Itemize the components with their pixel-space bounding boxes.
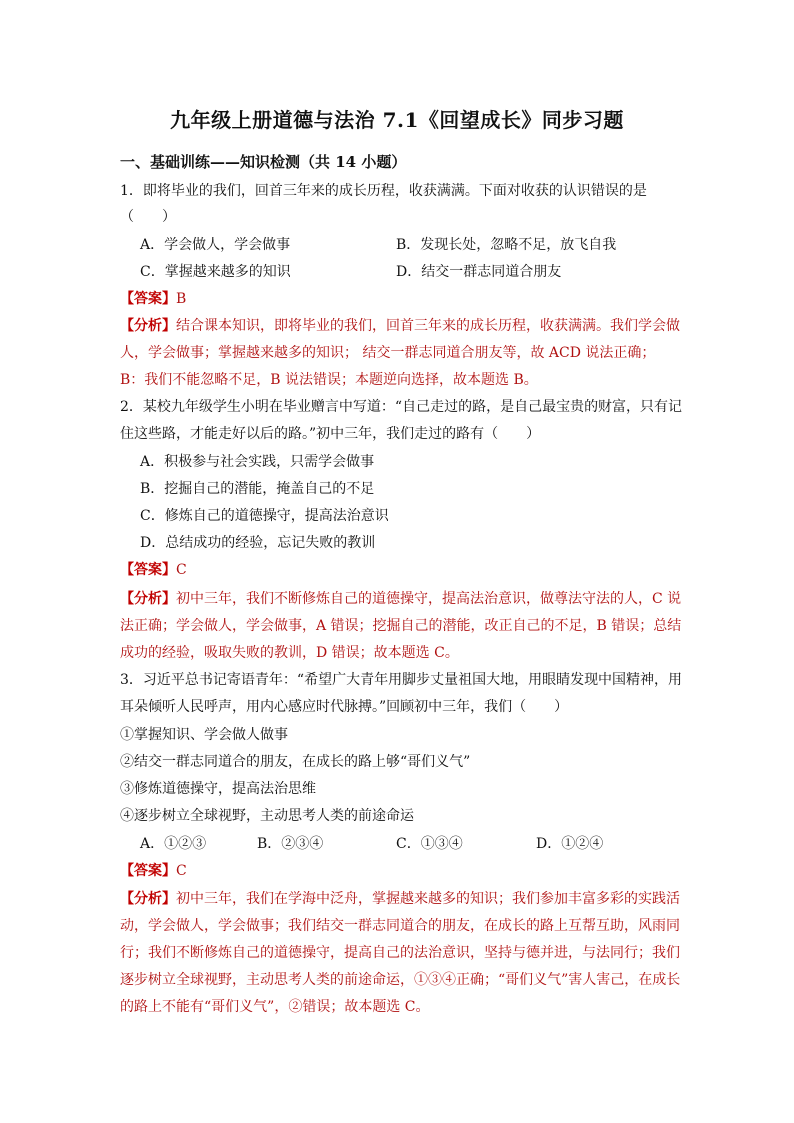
q3-stem-line1: 3．习近平总书记寄语青年：“希望广大青年用脚步丈量祖国大地，用眼睛发现中国精神，用 xyxy=(120,672,683,688)
q3-analysis-line4: 逐步树立全球视野，主动思考人类的前途命运，①③④正确；“哥们义气”害人害己，在成长 xyxy=(120,972,681,988)
q3-analysis-line2: 动，学会做人，学会做事；我们结交一群志同道合的朋友，在成长的路上互帮互助，风雨同 xyxy=(120,918,680,934)
q3-answer-value: C xyxy=(176,863,187,879)
q3-analysis-line5: 的路上不能有“哥们义气”，②错误；故本题选 C。 xyxy=(120,999,430,1015)
q1-answer-value: B xyxy=(176,291,187,307)
q3-stem-line2: 耳朵倾听人民呼声，用内心感应时代脉搏。”回顾初中三年，我们（ ） xyxy=(120,699,569,715)
q1-option-b: B．发现长处，忽略不足，放飞自我 xyxy=(396,237,617,253)
q1-stem-line1: 1．即将毕业的我们，回首三年来的成长历程，收获满满。下面对收获的认识错误的是 xyxy=(120,183,647,199)
q1-answer xyxy=(120,289,186,309)
q2-answer xyxy=(120,560,187,580)
answer-tag: 【答案】 xyxy=(120,863,176,879)
section-heading: 一、基础训练——知识检测（共 14 小题） xyxy=(120,153,407,171)
analysis-tag: 【分析】 xyxy=(120,891,176,907)
q2-option-c: C．修炼自己的道德操守，提高法治意识 xyxy=(140,508,389,524)
q1-option-a: A．学会做人，学会做事 xyxy=(140,237,291,253)
q2-analysis-text1: 初中三年，我们不断修炼自己的道德操守，提高法治意识，做尊法守法的人，C 说 xyxy=(176,591,682,607)
q2-stem-line1: 2．某校九年级学生小明在毕业赠言中写道：“自己走过的路，是自己最宝贵的财富，只有记 xyxy=(120,399,683,415)
q2-option-b: B．挖掘自己的潜能，掩盖自己的不足 xyxy=(140,481,375,497)
q3-item-2: ②结交一群志同道合的朋友，在成长的路上够“哥们义气” xyxy=(120,754,471,770)
analysis-tag: 【分析】 xyxy=(120,318,176,334)
q3-item-3: ③修炼道德操守，提高法治思维 xyxy=(120,781,316,797)
q2-analysis-line2: 法正确；学会做人，学会做事，A 错误；挖掘自己的潜能，改正自己的不足，B 错误；总结 xyxy=(120,618,682,634)
q3-option-b: B．②③④ xyxy=(257,836,324,852)
q1-option-d: D．结交一群志同道合朋友 xyxy=(396,264,562,280)
q3-analysis-line1 xyxy=(120,889,680,909)
answer-tag: 【答案】 xyxy=(120,562,176,578)
q3-answer xyxy=(120,861,187,881)
answer-tag: 【答案】 xyxy=(120,291,176,307)
analysis-tag: 【分析】 xyxy=(120,591,176,607)
q1-option-c: C．掌握越来越多的知识 xyxy=(140,264,291,280)
q3-option-c: C．①③④ xyxy=(396,836,463,852)
document-title: 九年级上册道德与法治 7.1《回望成长》同步习题 xyxy=(170,108,624,132)
q1-analysis-line3: B：我们不能忽略不足，B 说法错误；本题逆向选择，故本题选 B。 xyxy=(120,372,538,388)
q3-item-1: ①掌握知识、学会做人做事 xyxy=(120,727,288,743)
q1-stem-line2: （ ） xyxy=(120,209,176,225)
q1-analysis-text1: 结合课本知识，即将毕业的我们，回首三年来的成长历程，收获满满。我们学会做 xyxy=(176,318,680,334)
q3-option-d: D．①②④ xyxy=(536,836,604,852)
q3-item-4: ④逐步树立全球视野，主动思考人类的前途命运 xyxy=(120,808,414,824)
q3-option-a: A．①②③ xyxy=(140,836,207,852)
q3-analysis-line3: 行；我们不断修炼自己的道德操守，提高自己的法治意识，坚持与德并进，与法同行；我们 xyxy=(120,945,680,961)
q1-analysis-line1 xyxy=(120,316,680,336)
q2-answer-value: C xyxy=(176,562,187,578)
q1-analysis-line2: 人，学会做事；掌握越来越多的知识； 结交一群志同道合朋友等，故 ACD 说法正确； xyxy=(120,345,656,361)
q2-option-a: A．积极参与社会实践，只需学会做事 xyxy=(140,454,375,470)
q3-analysis-text1: 初中三年，我们在学海中泛舟，掌握越来越多的知识；我们参加丰富多彩的实践活 xyxy=(176,891,680,907)
q2-stem-line2: 住这些路，才能走好以后的路。”初中三年，我们走过的路有（ ） xyxy=(120,426,541,442)
q2-analysis-line3: 成功的经验，吸取失败的教训，D 错误；故本题选 C。 xyxy=(120,645,459,661)
q2-analysis-line1 xyxy=(120,589,681,609)
q2-option-d: D．总结成功的经验，忘记失败的教训 xyxy=(140,535,376,551)
